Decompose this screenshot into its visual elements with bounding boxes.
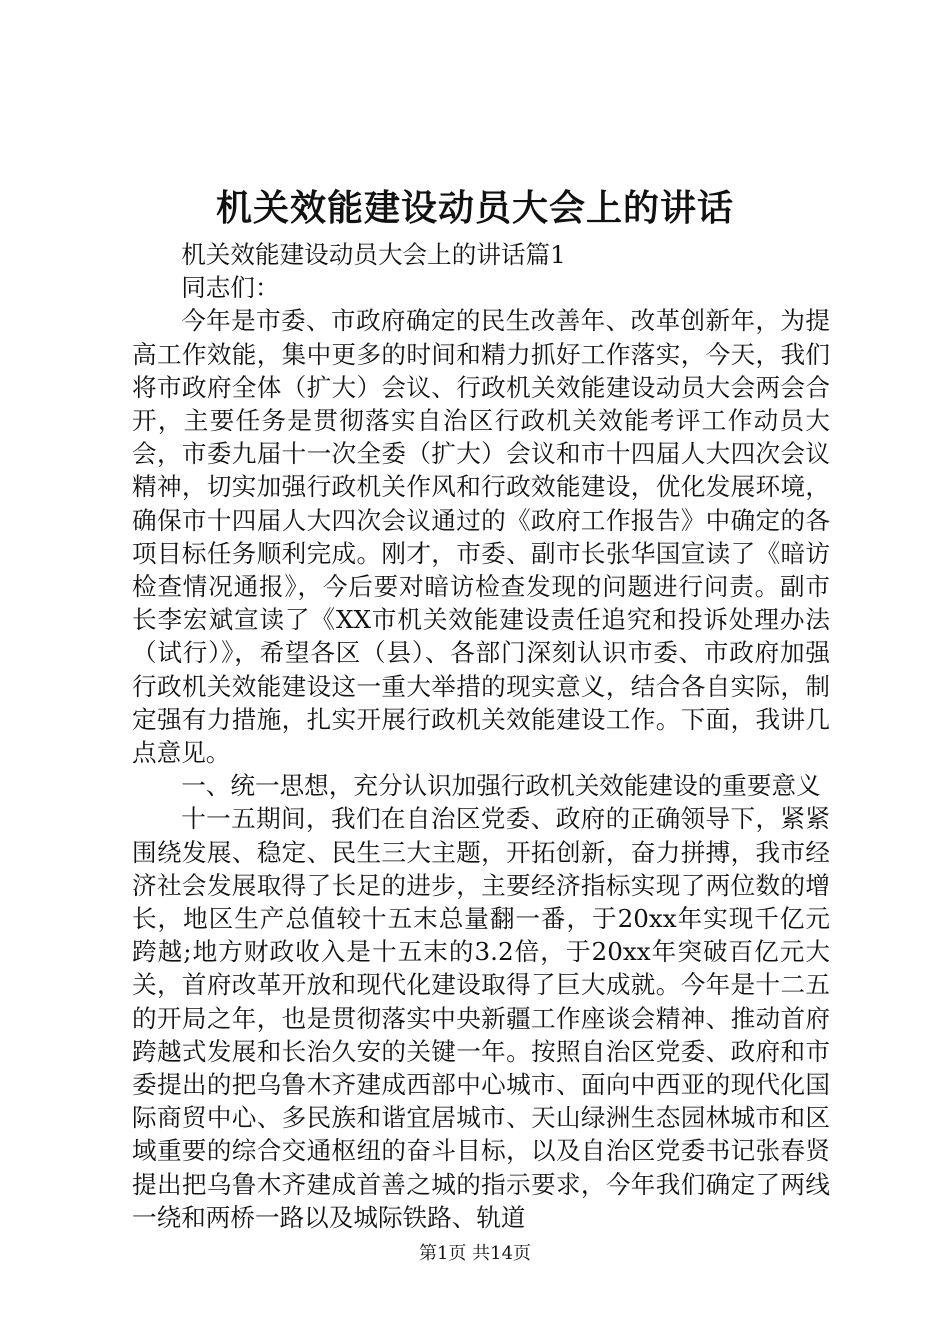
subsection-heading: 一、统一思想，充分认识加强行政机关效能建设的重要意义 (181, 771, 821, 801)
body-paragraph: 今年是市委、市政府确定的民生改善年、改革创新年，为提高工作效能，集中更多的时间和精力抓好工作落实，今天，我们将市政府全体（扩大）会议、行政机关效能建设动员大会两会合开，主要任务是贯彻落实自治区行政机关效能考评工作动员大会，市委九届十一次全委（扩大）会议和市十四届人大四次会议精神，切实加强行政机关作风和行政效能建设，优化发展环境，确保市十四届人大四次会议通过的《政府工作报告》中确定的各项目标任务顺利完成。刚才，市委、副市长张华国宣读了《暗访检查情况通报》，今后要对暗访检查发现的问题进行问责。副市长李宏斌宣读了《XX市机关效能建设责任追究和投诉处理办法（试行）》，希望各区（县）、各部门深刻认识市委、市政府加强行政机关效能建设这一重大举措的现实意义，结合各自实际，制定强有力措施，扎实开展行政机关效能建设工作。下面，我讲几点意见。 (132, 306, 830, 768)
salutation: 同志们： (181, 273, 280, 303)
section-heading: 机关效能建设动员大会上的讲话篇1 (181, 240, 566, 269)
page-number-footer: 第1页 共14页 (418, 1243, 532, 1264)
document-body (132, 238, 830, 1234)
document-title: 机关效能建设动员大会上的讲话 (215, 187, 734, 229)
body-paragraph: 十一五期间，我们在自治区党委、政府的正确领导下，紧紧围绕发展、稳定、民生三大主题，开拓创新，奋力拼搏，我市经济社会发展取得了长足的进步，主要经济指标实现了两位数的增长，地区生产总值较十五末总量翻一番，于20xx年实现千亿元跨越;地方财政收入是十五末的3.2倍，于20xx年突破百亿元大关，首府改革开放和现代化建设取得了巨大成就。今年是十二五的开局之年，也是贯彻落实中央新疆工作座谈会精神、推动首府跨越式发展和长治久安的关键一年。按照自治区党委、政府和市委提出的把乌鲁木齐建成西部中心城市、面向中西亚的现代化国际商贸中心、多民族和谐宜居城市、天山绿洲生态园林城市和区域重要的综合交通枢纽的奋斗目标，以及自治区党委书记张春贤提出把乌鲁木齐建成首善之城的指示要求，今年我们确定了两线一绕和两桥一路以及城际铁路、轨道 (132, 804, 830, 1232)
